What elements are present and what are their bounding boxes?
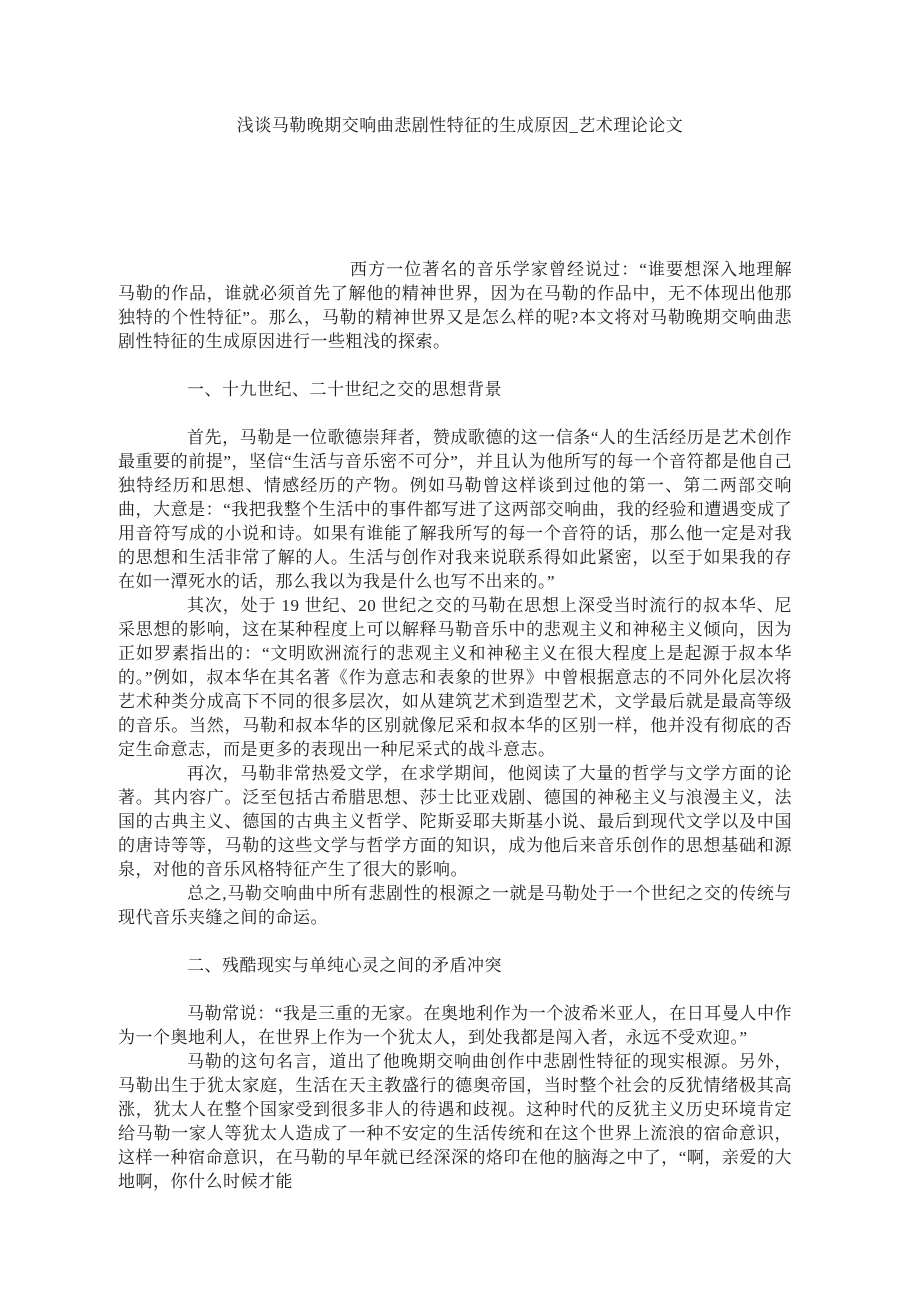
section-1-paragraph-2: 其次，处于 19 世纪、20 世纪之交的马勒在思想上深受当时流行的叔本华、尼采思想的影响，这在某种程度上可以解释马勒音乐中的悲观主义和神秘主义倾向，因为正如罗素指出的：“文明欧洲流行的悲观主义和神秘主义在很大程度上是起源于叔本华的。”例如，叔本华在其名著《作为意志和表象的世界》中曾根据意志的不同外化层次将艺术种类分成高下不同的很多层次，如从建筑艺术到造型艺术，文学最后就是最高等级的音乐。当然，马勒和叔本华的区别就像尼采和叔本华的区别一样，他并没有彻底的否定生命意志，而是更多的表现出一种尼采式的战斗意志。 [118, 596, 792, 759]
document-body [118, 258, 792, 1194]
section-1-paragraph-1: 首先，马勒是一位歌德崇拜者，赞成歌德的这一信条“人的生活经历是艺术创作最重要的前提”，坚信“生活与音乐密不可分”，并且认为他所写的每一个音符都是他自己独特经历和思想、情感经历的产物。例如马勒曾这样谈到过他的第一、第二两部交响曲，大意是：“我把我整个生活中的事件都写进了这两部交响曲，我的经验和遭遇变成了用音符写成的小说和诗。如果有谁能了解我所写的每一个音符的话，那么他一定是对我的思想和生活非常了解的人。生活与创作对我来说联系得如此紧密，以至于如果我的存在如一潭死水的话，那么我以为我是什么也写不出来的。” [118, 428, 792, 591]
intro-paragraph: 西方一位著名的音乐学家曾经说过：“谁要想深入地理解马勒的作品，谁就必须首先了解他的精神世界，因为在马勒的作品中，无不体现出他那独特的个性特征”。那么，马勒的精神世界又是怎么样的呢?本文将对马勒晚期交响曲悲剧性特征的生成原因进行一些粗浅的探索。 [118, 260, 792, 351]
section-2-heading: 二、残酷现实与单纯心灵之间的矛盾冲突 [187, 956, 502, 975]
section-1-heading: 一、十九世纪、二十世纪之交的思想背景 [187, 380, 502, 399]
section-2-paragraph-2: 马勒的这句名言，道出了他晚期交响曲创作中悲剧性特征的现实根源。另外，马勒出生于犹太家庭，生活在天主教盛行的德奥帝国，当时整个社会的反犹情绪极其高涨，犹太人在整个国家受到很多非人的待遇和歧视。这种时代的反犹主义历史环境肯定给马勒一家人等犹太人造成了一种不安定的生活传统和在这个世界上流浪的宿命意识，这样一种宿命意识，在马勒的早年就已经深深的烙印在他的脑海之中了，“啊，亲爱的大地啊，你什么时候才能 [118, 1052, 792, 1191]
section-1-paragraph-4: 总之,马勒交响曲中所有悲剧性的根源之一就是马勒处于一个世纪之交的传统与现代音乐夹缝之间的命运。 [118, 884, 792, 927]
document-title: 浅谈马勒晚期交响曲悲剧性特征的生成原因_艺术理论论文 [236, 116, 684, 135]
section-2-paragraph-1: 马勒常说：“我是三重的无家。在奥地利作为一个波希米亚人，在日耳曼人中作为一个奥地利人，在世界上作为一个犹太人，到处我都是闯入者，永远不受欢迎。” [118, 1004, 792, 1047]
section-1-paragraph-3: 再次，马勒非常热爱文学，在求学期间，他阅读了大量的哲学与文学方面的论著。其内容广。泛至包括古希腊思想、莎士比亚戏剧、德国的神秘主义与浪漫主义，法国的古典主义、德国的古典主义哲学、陀斯妥耶夫斯基小说、最后到现代文学以及中国的唐诗等等，马勒的这些文学与哲学方面的知识，成为他后来音乐创作的思想基础和源泉，对他的音乐风格特征产生了很大的影响。 [118, 764, 792, 879]
